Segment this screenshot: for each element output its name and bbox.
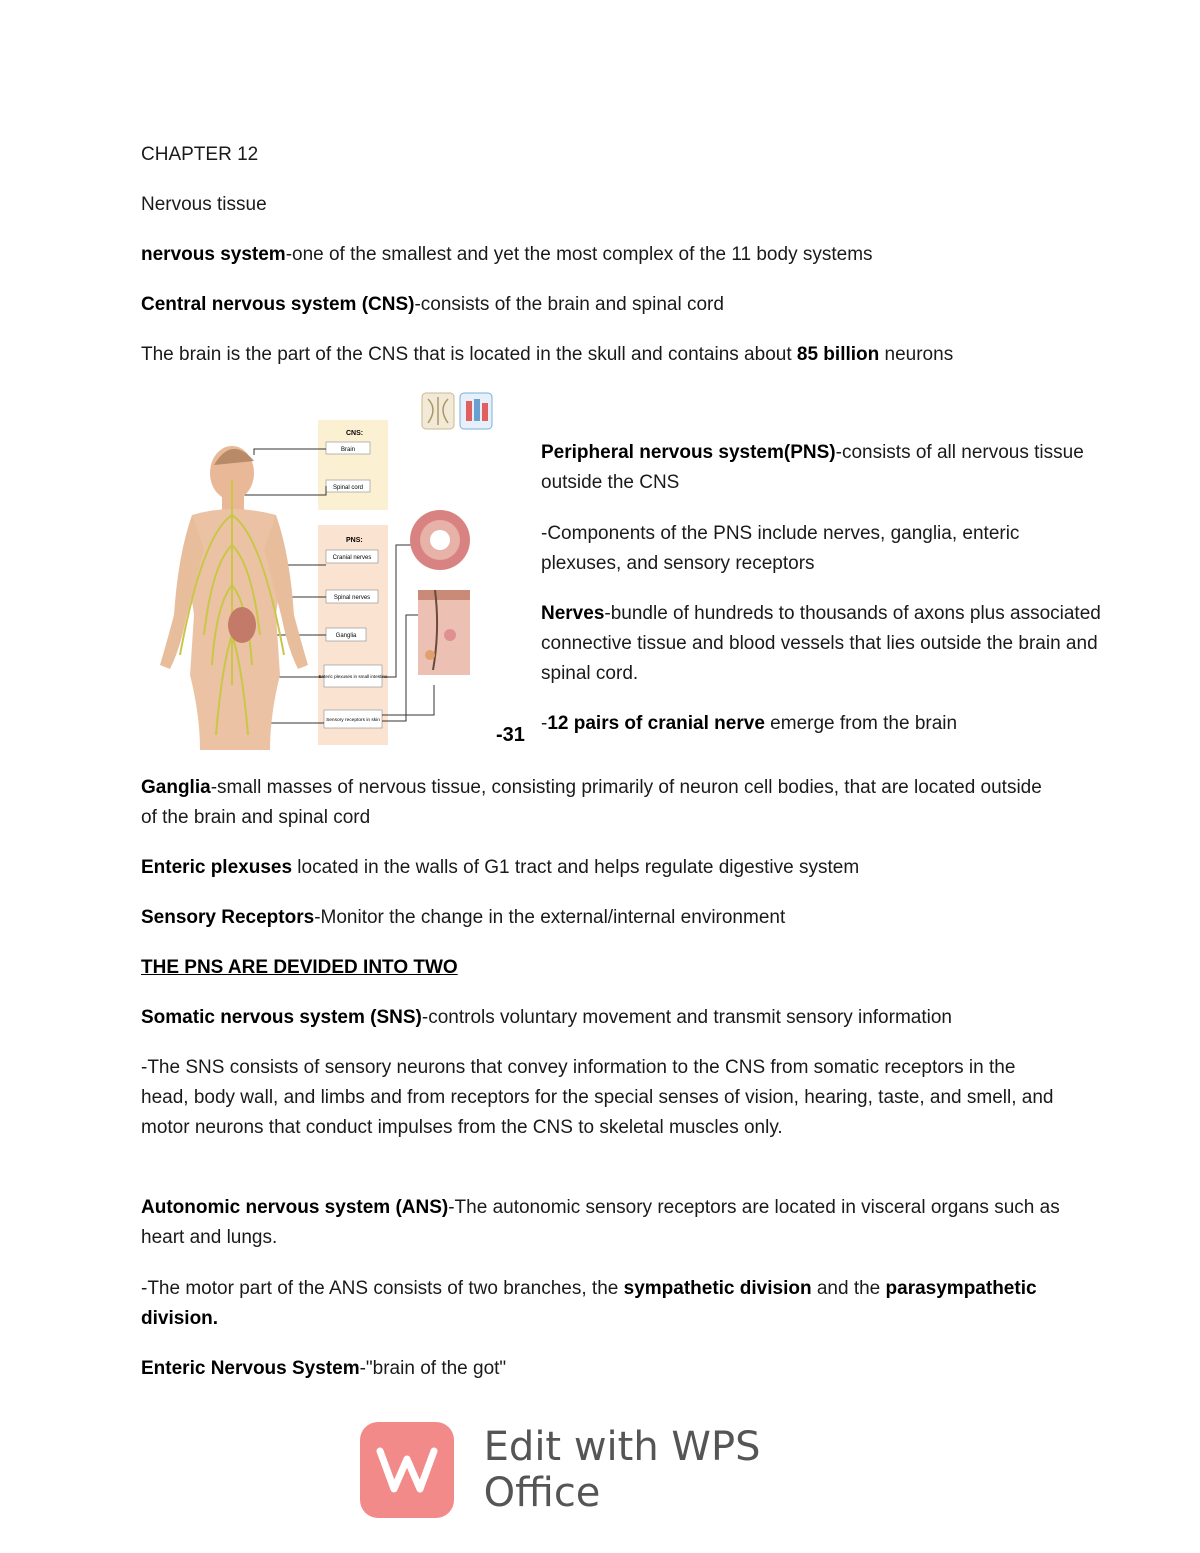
nervous-system-figure — [150, 385, 510, 760]
figure-thumbnail-icon — [422, 393, 492, 429]
text: - — [541, 713, 548, 734]
bold-term: sympathetic division — [623, 1278, 812, 1299]
term: Autonomic nervous system (ANS) — [141, 1197, 449, 1218]
term: Enteric Nervous System — [141, 1358, 360, 1379]
section-heading — [141, 953, 458, 983]
cns-line — [141, 290, 724, 320]
figure-number: -31 — [496, 724, 525, 746]
human-body-illustration — [160, 446, 308, 750]
pns-item: Sensory receptors in skin — [326, 718, 380, 723]
wps-watermark-text: Edit with WPS Office — [483, 1424, 761, 1516]
text: neurons — [879, 344, 954, 365]
components-paragraph: -Components of the PNS include nerves, ganglia, enteric plexuses, and sensory receptors — [541, 523, 1020, 574]
definition: -Monitor the change in the external/internal environment — [314, 907, 786, 928]
ganglia-paragraph — [141, 773, 1061, 833]
wps-watermark[interactable] — [360, 1420, 880, 1520]
definition: -one of the smallest and yet the most complex of the 11 body systems — [285, 244, 873, 265]
pns-item: Cranial nerves — [332, 555, 372, 561]
bold-term: parasympathetic division. — [141, 1278, 1037, 1329]
nerves-paragraph — [541, 599, 1101, 689]
text: emerge from the brain — [764, 713, 958, 734]
term: Enteric plexuses — [141, 857, 293, 878]
sns-paragraph: -The SNS consists of sensory neurons that convey information to the CNS from somatic receptors in the head, body wall, and limbs and from receptors for the special senses of vision, hearing, taste, and smell, and motor neurons that conduct impulses from the CNS to skeletal muscles only. — [141, 1057, 1054, 1138]
brain-line — [141, 340, 953, 370]
bold-number: 85 billion — [796, 344, 880, 365]
enteric-line — [141, 853, 859, 883]
skin-section — [418, 590, 470, 675]
term: Peripheral nervous system(PNS) — [541, 442, 836, 463]
text: The brain is the part of the CNS that is located in the skull and contains about — [141, 344, 797, 365]
term: Ganglia — [141, 777, 211, 798]
term: Somatic nervous system (SNS) — [141, 1007, 422, 1028]
definition: -consists of the brain and spinal cord — [414, 294, 724, 315]
motor-paragraph — [141, 1274, 1061, 1334]
wps-logo-icon — [360, 1422, 454, 1518]
term: Nerves — [541, 603, 605, 624]
definition: -consists of all nervous tissue outside the CNS — [541, 442, 1084, 493]
pns-item: Spinal nerves — [333, 595, 371, 601]
pns-panel-label: PNS: — [346, 537, 363, 544]
heading-text: THE PNS ARE DEVIDED INTO TWO — [141, 957, 458, 978]
section-subtitle: Nervous tissue — [141, 194, 267, 215]
definition: -"brain of the got" — [359, 1358, 507, 1379]
bold-term: 12 pairs of cranial nerve — [547, 713, 765, 734]
definition: -controls voluntary movement and transmit sensory information — [421, 1007, 952, 1028]
pns-paragraph — [541, 438, 1101, 498]
term: Central nervous system (CNS) — [141, 294, 415, 315]
sns-line — [141, 1003, 952, 1033]
definition: -bundle of hundreds to thousands of axons plus associated connective tissue and blood vessels that lies outside the brain and spinal cord. — [541, 603, 1101, 684]
term: nervous system — [141, 244, 286, 265]
text: -The motor part of the ANS consists of two branches, the — [141, 1278, 624, 1299]
text: and the — [811, 1278, 886, 1299]
pns-item: Ganglia — [335, 633, 357, 639]
ens-line — [141, 1354, 506, 1384]
cranial-paragraph — [541, 709, 1101, 739]
sensory-line — [141, 903, 785, 933]
cns-item: Brain — [340, 447, 356, 453]
nervous-system-line — [141, 240, 873, 270]
chapter-title: CHAPTER 12 — [141, 144, 259, 165]
cns-panel-label: CNS: — [346, 430, 364, 437]
definition: -The autonomic sensory receptors are located in visceral organs such as heart and lungs. — [141, 1197, 1060, 1248]
cns-item: Spinal cord — [332, 485, 364, 491]
pns-item: Enteric plexuses in small intestine — [318, 674, 388, 679]
definition: -small masses of nervous tissue, consisting primarily of neuron cell bodies, that are located outside of the brain and spinal cord — [141, 777, 1042, 828]
intestine-cross-section — [410, 510, 470, 570]
ans-paragraph — [141, 1193, 1061, 1253]
term: Sensory Receptors — [141, 907, 315, 928]
definition: located in the walls of G1 tract and helps regulate digestive system — [292, 857, 860, 878]
